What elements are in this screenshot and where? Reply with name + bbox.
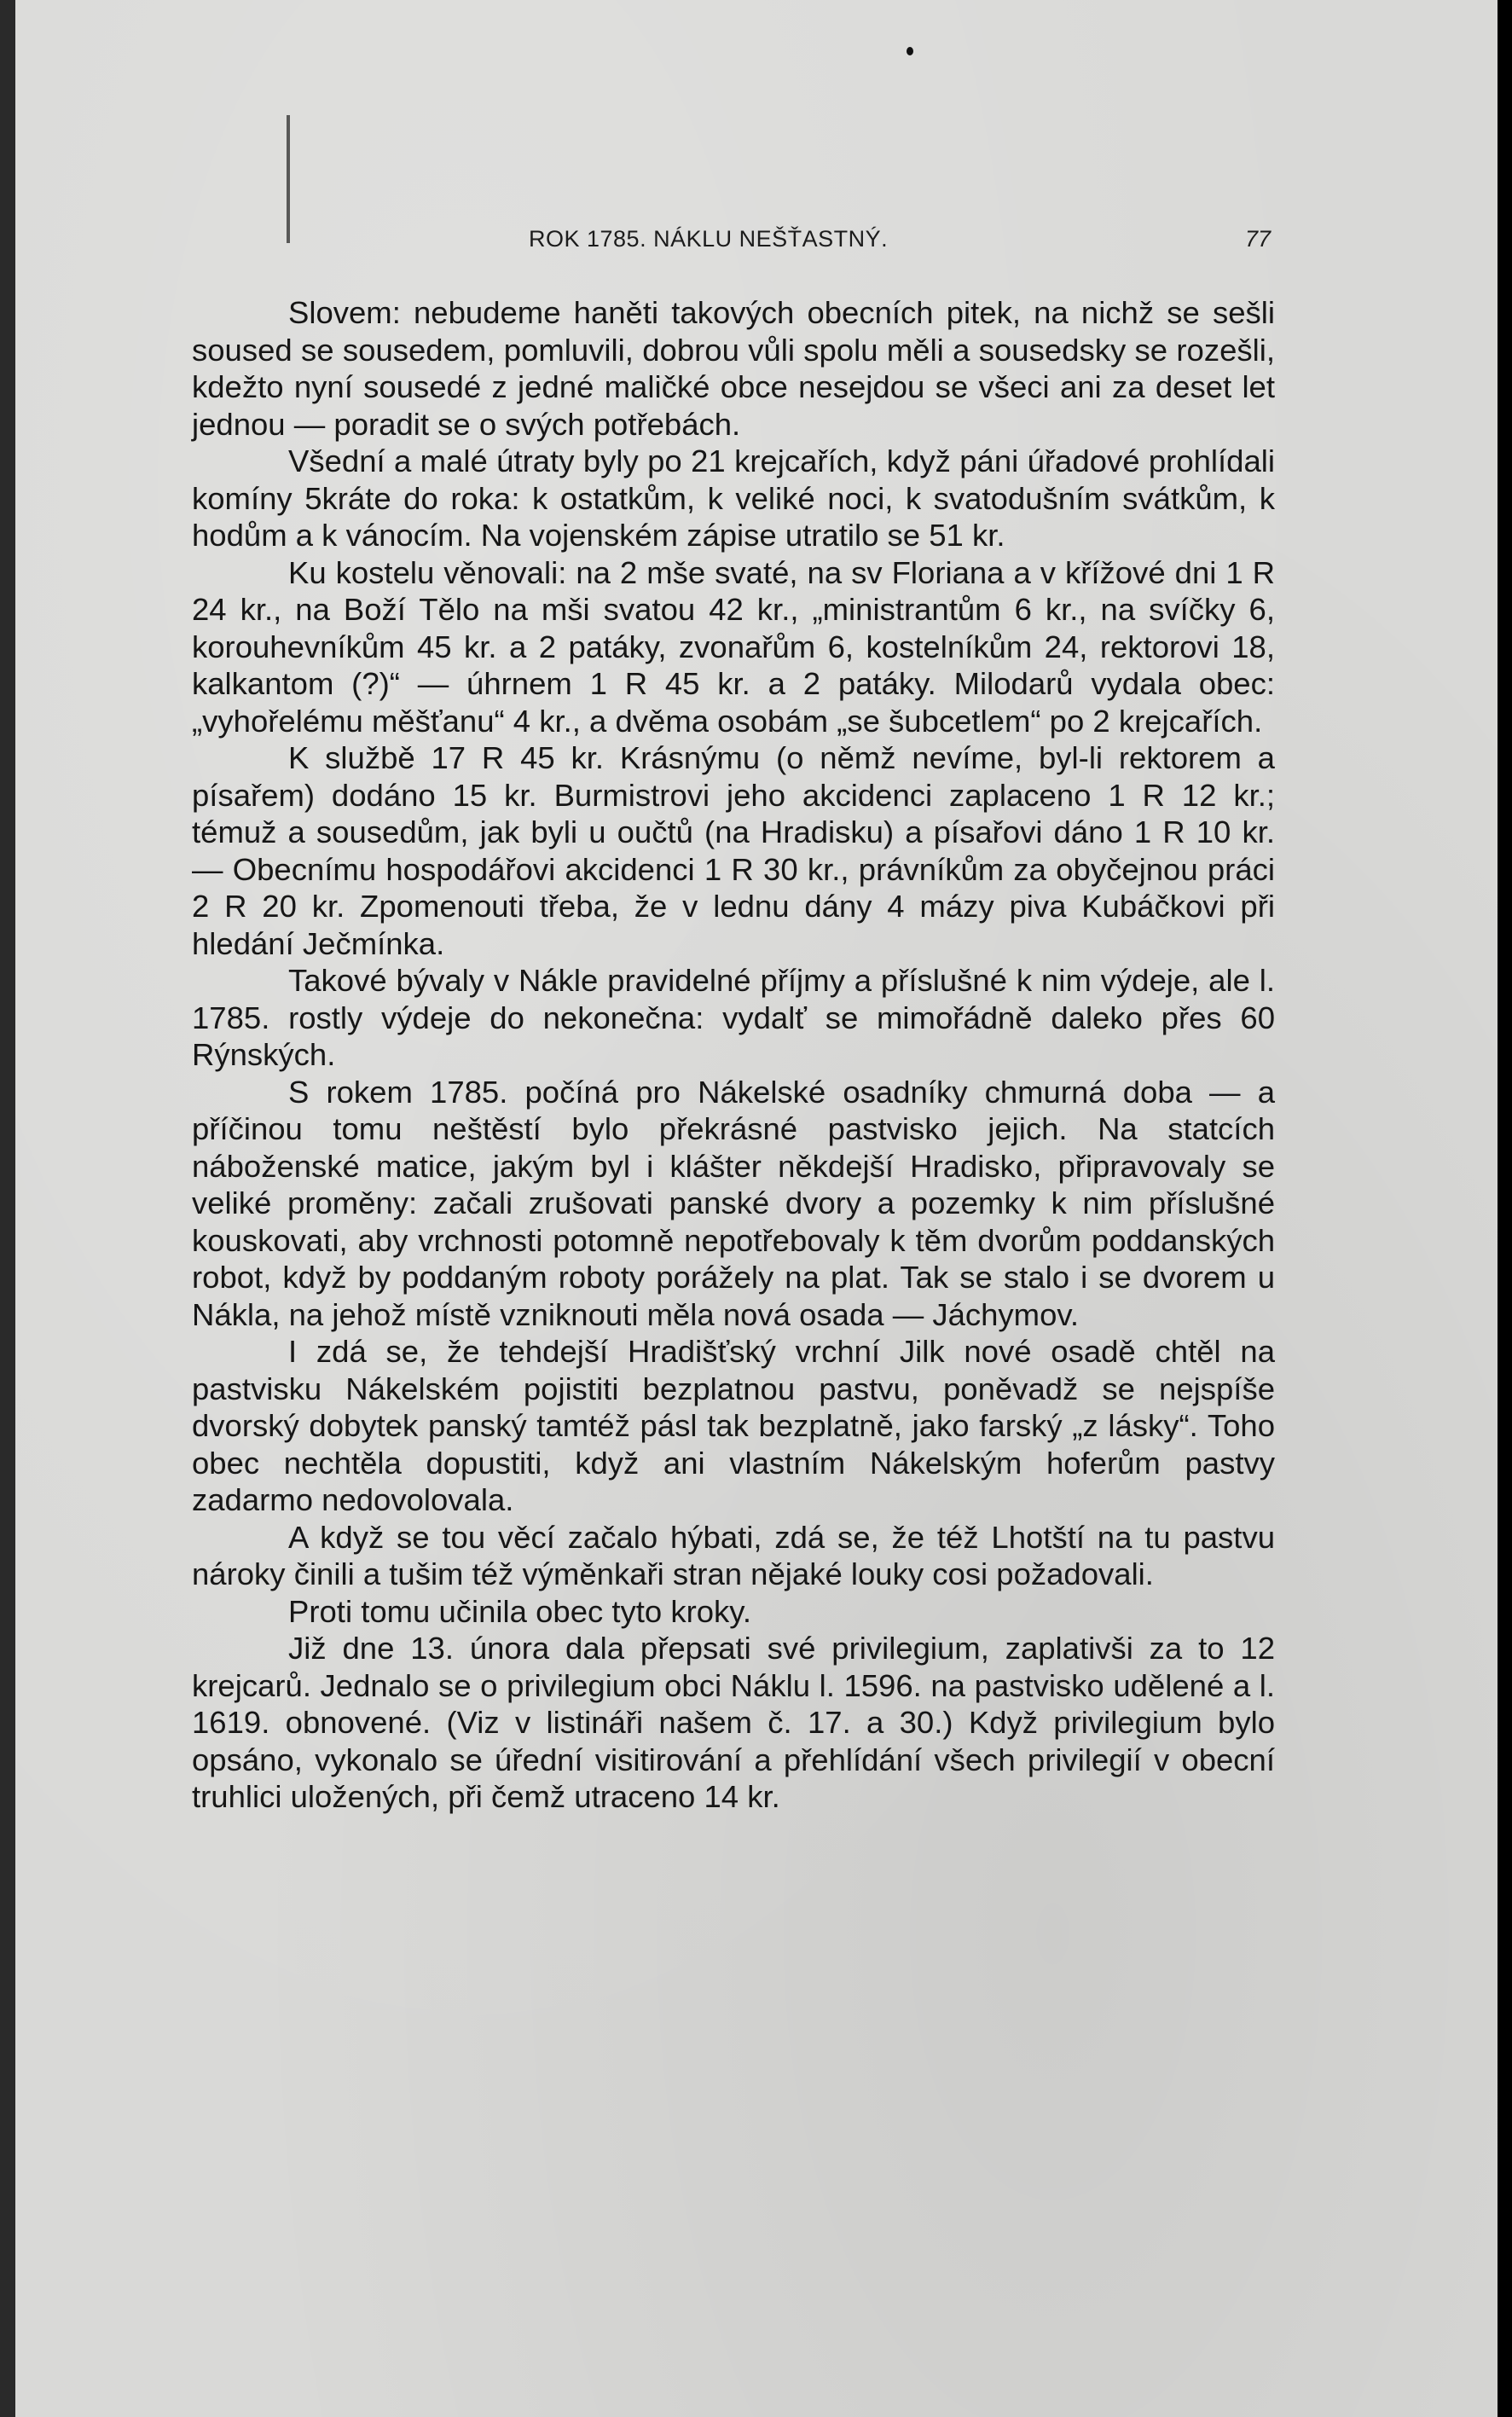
ink-speck xyxy=(907,47,913,55)
paragraph: Takové bývaly v Nákle pravidelné příjmy a příslušné k nim výdeje, ale l. 1785. rostly výdeje do nekonečna: vydalť se mimořádně daleko přes 60 Rýnských. xyxy=(192,963,1275,1072)
paragraph: Slovem: nebudeme haněti takových obecních pitek, na nichž se sešli soused se sousedem, pomluvili, dobrou vůli spolu měli a sousedsky se rozešli, kdežto nyní sousedé z jedné maličké obce nesejdou se všeci ani za deset let jednou — poradit se o svých potřebách. xyxy=(192,295,1275,442)
body-text xyxy=(192,294,1275,1816)
paragraph: Ku kostelu věnovali: na 2 mše svaté, na sv Floriana a v křížové dni 1 R 24 kr., na Boží Tělo na mši svatou 42 kr., „ministrantům 6 kr., na svíčky 6, korouhevníkům 45 kr. a 2 patáky, zvonařům 6, kostelníkům 24, rektorovi 18, kalkantom (?)“ — úhrnem 1 R 45 kr. a 2 patáky. Milodarů vydala obec: „vyhořelému měšťanu“ 4 kr., a dvěma osobám „se šubcetlem“ po 2 krejcařích. xyxy=(192,554,1275,739)
paragraph: S rokem 1785. počíná pro Nákelské osadníky chmurná doba — a příčinou tomu neštěstí bylo překrásné pastvisko jejich. Na statcích náboženské matice, jakým byl i klášter někdejší Hradisko, připravovaly se veliké proměny: začali zrušovati panské dvory a pozemky k nim příslušné kouskovati, aby vrchnosti potomně nepotřebovaly k těm dvorům poddanských robot, když by poddaným roboty porážely na plat. Tak se stalo i se dvorem u Nákla, na jehož místě vzniknouti měla nová osada — Jáchymov. xyxy=(192,1074,1275,1332)
scan-right-edge xyxy=(1498,0,1512,2417)
paragraph: Všední a malé útraty byly po 21 krejcařích, když páni úřadové prohlídali komíny 5kráte do roka: k ostatkům, k veliké noci, k svatodušním svátkům, k hodům a k vánocím. Na vojenském zápise utratilo se 51 kr. xyxy=(192,443,1275,553)
margin-mark xyxy=(287,115,290,243)
scan-left-edge xyxy=(0,0,15,2417)
paragraph: I zdá se, že tehdejší Hradišťský vrchní Jilk nové osadě chtěl na pastvisku Nákelském pojistiti bezplatnou pastvu, poněvadž se nejspíše dvorský dobytek panský tamtéž pásl tak bezplatně, jako farský „z lásky“. Toho obec nechtěla dopustiti, když ani vlastním Nákelským hoferům pastvy zadarmo nedovolovala. xyxy=(192,1334,1275,1517)
paragraph: Již dne 13. února dala přepsati své privilegium, zaplativši za to 12 krejcarů. Jednalo se o privilegium obci Náklu l. 1596. na pastvisko udělené a l. 1619. obnovené. (Viz v listináři našem č. 17. a 30.) Když privilegium bylo opsáno, vykonalo se úřední visitirování a přehlídání všech privilegií v obecní truhlici uložených, při čemž utraceno 14 kr. xyxy=(192,1631,1275,1814)
paragraph: Proti tomu učinila obec tyto kroky. xyxy=(288,1593,751,1629)
paragraph: A když se tou věcí začalo hýbati, zdá se, že též Lhotští na tu pastvu nároky činili a tušim též výměnkaři stran nějaké louky cosi požadovali. xyxy=(192,1519,1275,1591)
page-number: 77 xyxy=(1244,226,1271,252)
running-header xyxy=(529,226,1271,260)
running-title: ROK 1785. NÁKLU NEŠŤASTNÝ. xyxy=(529,226,889,252)
paragraph: K službě 17 R 45 kr. Krásnýmu (o němž nevíme, byl-li rektorem a písařem) dodáno 15 kr. Burmistrovi jeho akcidenci zaplaceno 1 R 12 kr.; témuž a sousedům, jak byli u oučtů (na Hradisku) a písařovi dáno 1 R 10 kr. — Obecnímu hospodářovi akcidenci 1 R 30 kr., právníkům za obyčejnou práci 2 R 20 kr. Zpomenouti třeba, že v lednu dány 4 mázy piva Kubáčkovi při hledání Ječmínka. xyxy=(192,740,1275,961)
